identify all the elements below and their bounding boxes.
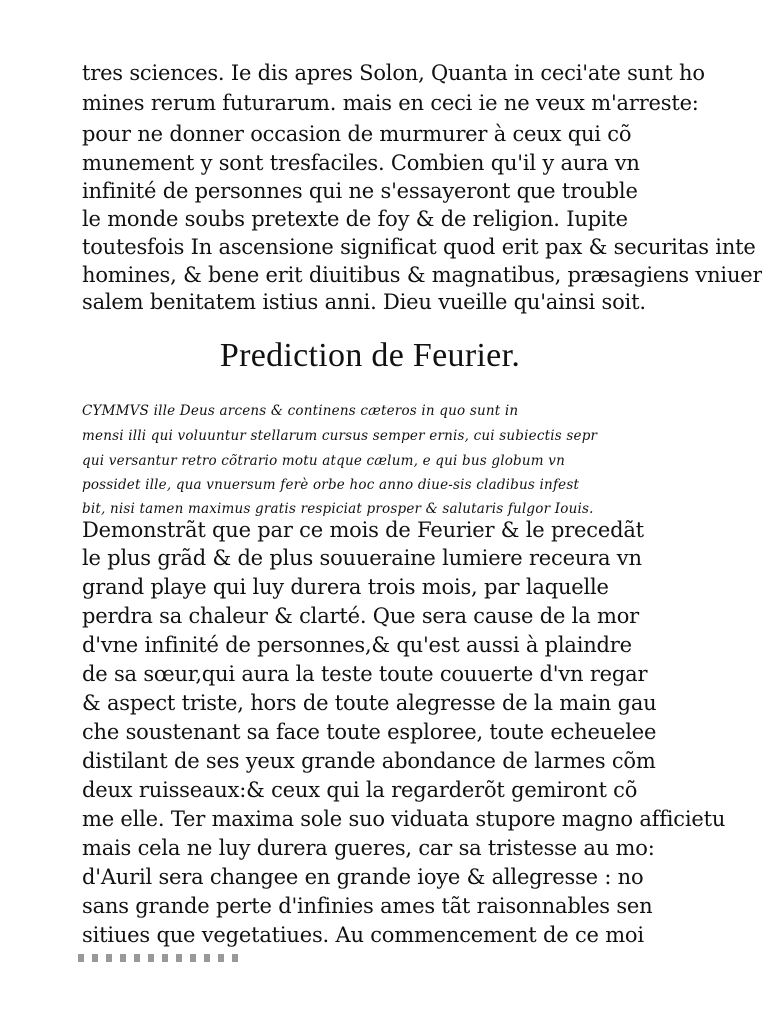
latin-line: mensi illi qui voluuntur stellarum cursus semper ernis, cui subiectis sepr: [82, 428, 598, 444]
text-line: le plus grãd & de plus souueraine lumiere receura vn: [82, 546, 642, 570]
text-line: de sa sœur,qui aura la teste toute couuerte d'vn regar: [82, 662, 648, 686]
text-line: pour ne donner occasion de murmurer à ceux qui cõ: [82, 122, 632, 146]
text-line: distilant de ses yeux grande abondance de larmes cõm: [82, 749, 656, 773]
text-line: & aspect triste, hors de toute alegresse de la main gau: [82, 691, 657, 715]
text-line: salem benitatem istius anni. Dieu vueille qu'ainsi soit.: [82, 290, 646, 314]
latin-line: qui versantur retro cõtrario motu atque cælum, e qui bus globum vn: [82, 453, 565, 469]
section-heading: Prediction de Feurier.: [219, 337, 521, 374]
text-line: Demonstrãt que par ce mois de Feurier & le precedãt: [82, 518, 644, 542]
text-line: munement y sont tresfaciles. Combien qu'il y aura vn: [82, 151, 640, 175]
text-line: mines rerum futurarum. mais en ceci ie ne veux m'arreste:: [82, 91, 699, 115]
text-line: perdra sa chaleur & clarté. Que sera cause de la mor: [82, 604, 639, 628]
text-line: tres sciences. Ie dis apres Solon, Quanta in ceci'ate sunt ho: [82, 61, 705, 85]
text-line: sitiues que vegetatiues. Au commencement de ce moi: [82, 923, 644, 947]
latin-line: CYMMVS ille Deus arcens & continens cæteros in quo sunt in: [82, 403, 519, 419]
text-line: grand playe qui luy durera trois mois, par laquelle: [82, 575, 609, 599]
text-line: deux ruisseaux:& ceux qui la regarderõt gemiront cõ: [82, 778, 638, 802]
text-line: homines, & bene erit diuitibus & magnatibus, præsagiens vniuer: [82, 263, 762, 287]
text-line: le monde soubs pretexte de foy & de religion. Iupite: [82, 207, 628, 231]
text-line: che soustenant sa face toute esploree, toute echeuelee: [82, 720, 657, 744]
text-line: sans grande perte d'infinies ames tãt raisonnables sen: [82, 894, 653, 918]
text-line: infinité de personnes qui ne s'essayeront que trouble: [82, 179, 638, 203]
text-line: d'vne infinité de personnes,& qu'est aussi à plaindre: [82, 633, 632, 657]
latin-line: bit, nisi tamen maximus gratis respiciat prosper & salutaris fulgor Iouis.: [82, 501, 594, 517]
text-line: mais cela ne luy durera gueres, car sa tristesse au mo:: [82, 836, 655, 860]
text-line: d'Auril sera changee en grande ioye & allegresse : no: [82, 865, 644, 889]
text-line: me elle. Ter maxima sole suo viduata stupore magno afficietu: [82, 807, 726, 831]
text-line: toutesfois In ascensione significat quod erit pax & securitas inte: [82, 235, 756, 259]
latin-line: possidet ille, qua vnuersum ferè orbe hoc anno diue-sis cladibus infest: [82, 477, 580, 493]
page-bottom-smudge: [78, 954, 238, 962]
